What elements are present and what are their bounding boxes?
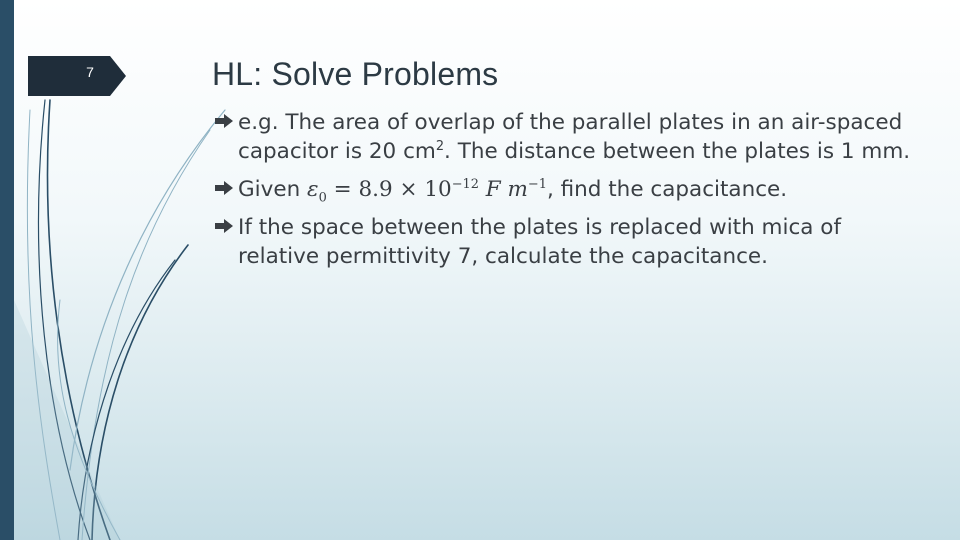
unit-exponent: −1	[527, 176, 547, 192]
bullet-text-part: , find the capacitance.	[546, 177, 788, 202]
bullet-text-part: e.g. The area of overlap of the parallel plates in an air-spaced capacitor is 20 cm	[238, 110, 903, 164]
bullet-text: If the space between the plates is replaced with mica of relative permittivity 7, calculate the capacitance.	[238, 215, 842, 269]
slide-title: HL: Solve Problems	[212, 56, 499, 92]
unit-farad: F	[478, 177, 508, 202]
bullet-item	[212, 213, 912, 271]
right-arrow-icon	[214, 178, 234, 198]
bullet-item	[212, 108, 912, 166]
bullet-text	[238, 110, 910, 164]
unit-metre: m	[507, 177, 528, 202]
bullet-text	[238, 176, 788, 206]
bullet-item	[212, 175, 912, 204]
math-expression	[307, 176, 547, 206]
subscript: 0	[318, 190, 327, 206]
equation-value: = 8.9 × 10	[326, 177, 452, 202]
bullet-text-part: . The distance between the plates is 1 mm.	[444, 139, 911, 164]
right-arrow-icon	[214, 216, 234, 236]
epsilon-symbol: ε	[307, 177, 319, 202]
bullet-text-part: Given	[238, 177, 308, 202]
exponent: −12	[451, 176, 479, 192]
slide-content	[212, 108, 912, 280]
superscript: 2	[435, 138, 445, 154]
slide-number: 7	[86, 64, 94, 80]
right-arrow-icon	[214, 111, 234, 131]
